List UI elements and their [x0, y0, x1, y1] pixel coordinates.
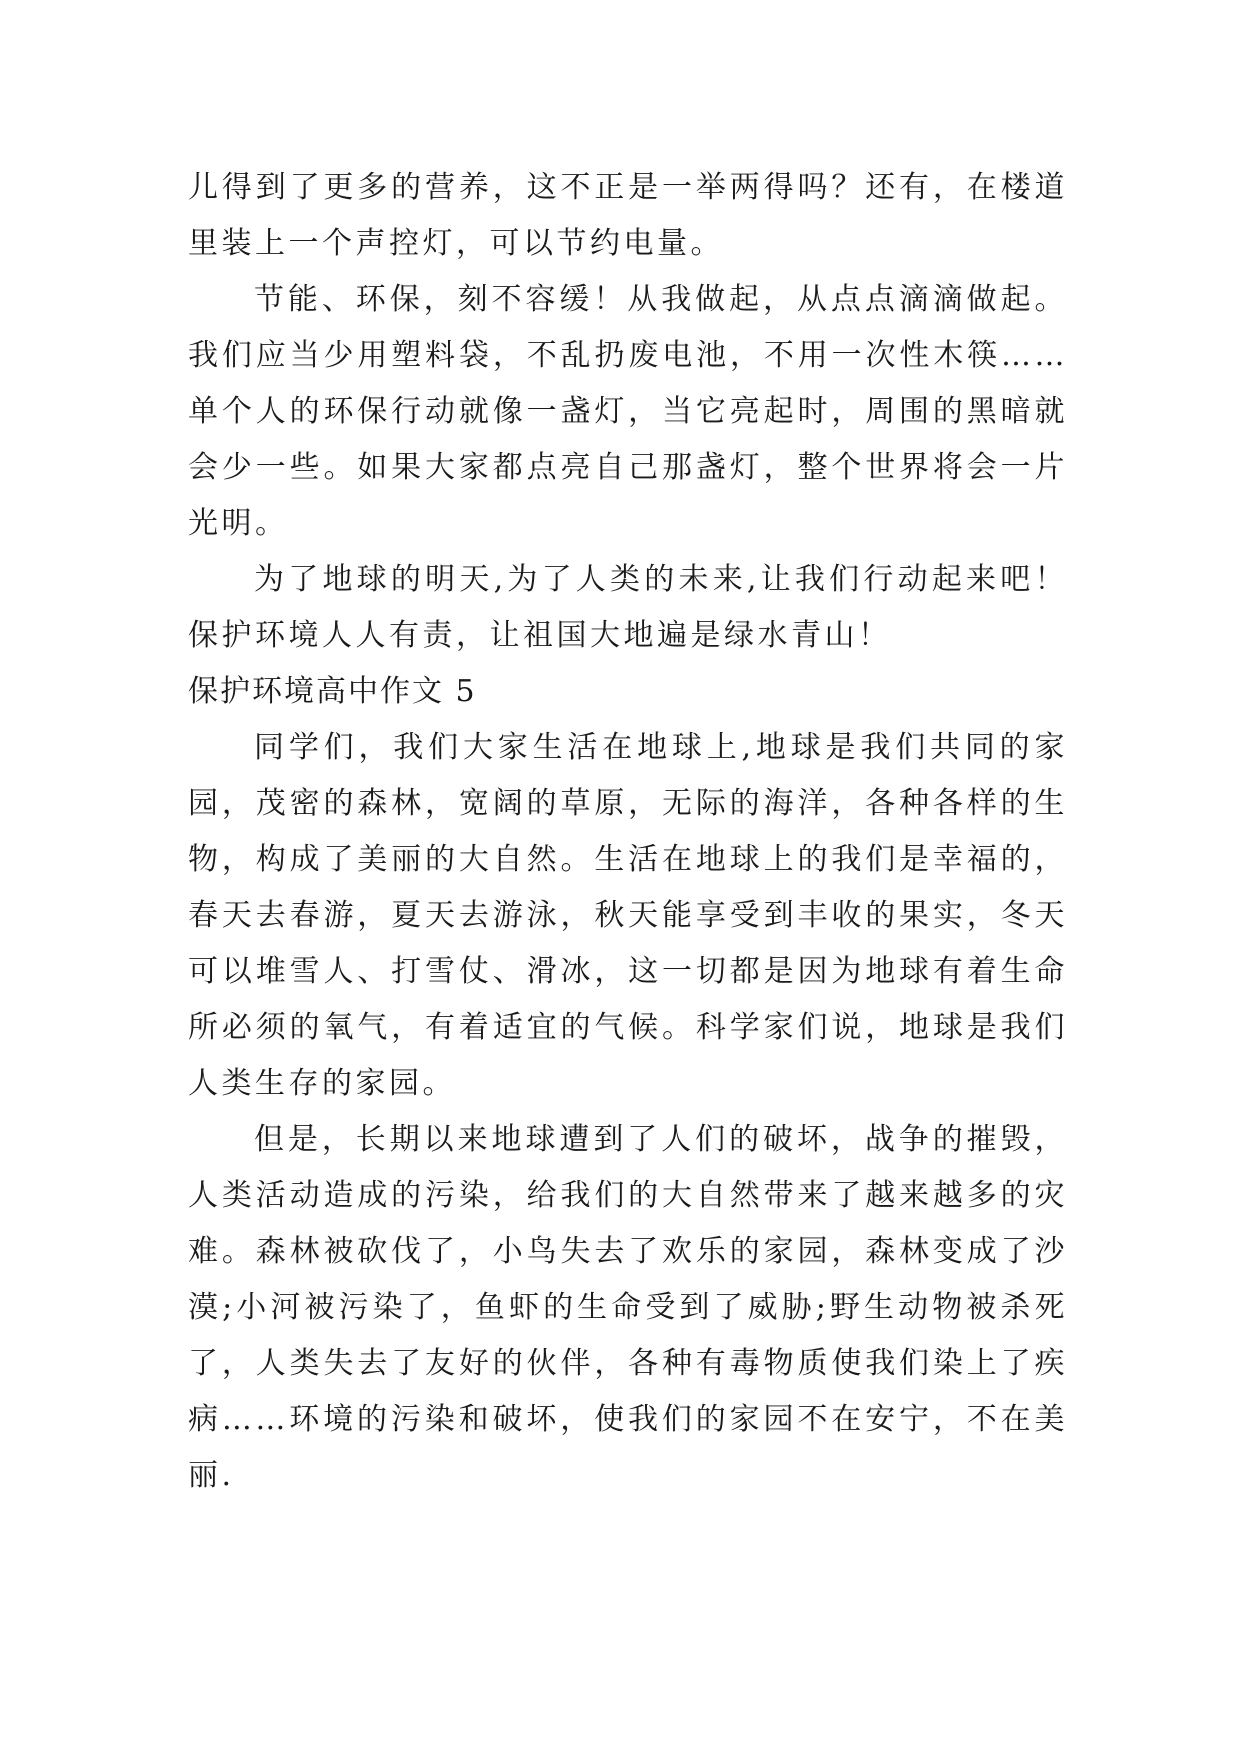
section-title: 保护环境高中作文 5 — [188, 674, 477, 709]
paragraph-earth-home: 同学们，我们大家生活在地球上,地球是我们共同的家园，茂密的森林，宽阔的草原，无际的海洋，各种各样的生物，构成了美丽的大自然。生活在地球上的我们是幸福的，春天去春游，夏天去游泳，秋天能享受到丰收的果实，冬天可以堆雪人、打雪仗、滑冰，这一切都是因为地球有着生命所必须的氧气，有着适宜的气候。科学家们说，地球是我们人类生存的家园。 — [188, 730, 1068, 1101]
paragraph-call-to-action: 为了地球的明天,为了人类的未来,让我们行动起来吧！保护环境人人有责，让祖国大地遍是绿水青山！ — [188, 562, 1068, 653]
document-body — [188, 160, 1068, 1504]
paragraph-energy-saving: 节能、环保，刻不容缓！从我做起，从点点滴滴做起。我们应当少用塑料袋，不乱扔废电池，不用一次性木筷……单个人的环保行动就像一盏灯，当它亮起时，周围的黑暗就会少一些。如果大家都点亮自己那盏灯，整个世界将会一片光明。 — [188, 282, 1068, 541]
paragraph-continuation: 儿得到了更多的营养，这不正是一举两得吗？还有，在楼道里装上一个声控灯，可以节约电量。 — [188, 170, 1068, 261]
paragraph-environmental-damage: 但是，长期以来地球遭到了人们的破坏，战争的摧毁，人类活动造成的污染，给我们的大自然带来了越来越多的灾难。森林被砍伐了，小鸟失去了欢乐的家园，森林变成了沙漠;小河被污染了，鱼虾的生命受到了威胁;野生动物被杀死了，人类失去了友好的伙伴，各种有毒物质使我们染上了疾病……环境的污染和破坏，使我们的家园不在安宁，不在美丽. — [188, 1122, 1068, 1493]
